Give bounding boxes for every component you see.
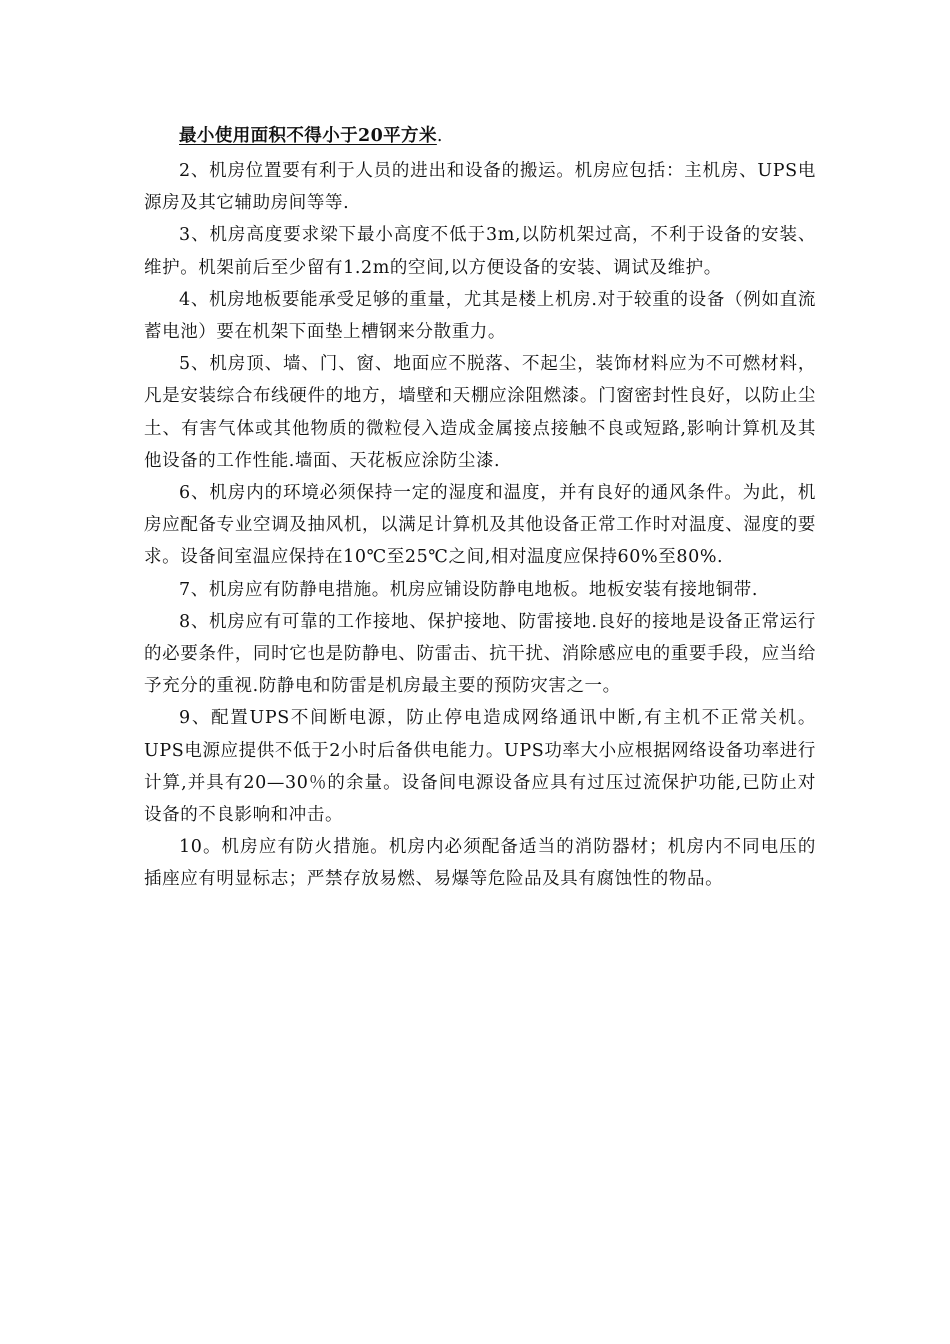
heading-underlined-text: 最小使用面积不得小于20平方米 [179, 126, 437, 146]
paragraph-6: 6、机房内的环境必须保持一定的湿度和温度，并有良好的通风条件。为此，机房应配备专业空调及抽风机，以满足计算机及其他设备正常工作时对温度、湿度的要求。设备间室温应保持在10℃至25℃之间,相对温度应保持60%至80%. [144, 483, 816, 568]
paragraph-4: 4、机房地板要能承受足够的重量，尤其是楼上机房.对于较重的设备（例如直流蓄电池）要在机架下面垫上槽钢来分散重力。 [144, 289, 816, 343]
paragraph-7: 7、机房应有防静电措施。机房应铺设防静电地板。地板安装有接地铜带. [179, 579, 758, 600]
document-body [144, 120, 816, 896]
section-heading [144, 120, 816, 152]
paragraph-2: 2、机房位置要有利于人员的进出和设备的搬运。机房应包括：主机房、UPS电源房及其它辅助房间等等. [144, 161, 816, 214]
paragraph-5: 5、机房顶、墙、门、窗、地面应不脱落、不起尘，装饰材料应为不可燃材料，凡是安装综合布线硬件的地方，墙壁和天棚应涂阻燃漆。门窗密封性良好，以防止尘土、有害气体或其他物质的微粒侵入造成金属接点接触不良或短路,影响计算机及其他设备的工作性能.墙面、天花板应涂防尘漆. [144, 354, 816, 471]
paragraph-8: 8、机房应有可靠的工作接地、保护接地、防雷接地.良好的接地是设备正常运行的必要条件，同时它也是防静电、防雷击、抗干扰、消除感应电的重要手段，应当给予充分的重视.防静电和防雷是机房最主要的预防灾害之一。 [144, 611, 816, 697]
paragraph-3: 3、机房高度要求梁下最小高度不低于3m,以防机架过高，不利于设备的安装、维护。机架前后至少留有1.2m的空间,以方便设备的安装、调试及维护。 [144, 225, 816, 278]
heading-tail: . [436, 126, 443, 146]
paragraph-10: 10。机房应有防火措施。机房内必须配备适当的消防器材；机房内不同电压的插座应有明显标志；严禁存放易燃、易爆等危险品及具有腐蚀性的物品。 [144, 837, 816, 890]
paragraph-9: 9、配置UPS不间断电源，防止停电造成网络通讯中断,有主机不正常关机。UPS电源应提供不低于2小时后备供电能力。UPS功率大小应根据网络设备功率进行计算,并具有20—30％的余量。设备间电源设备应具有过压过流保护功能,已防止对设备的不良影响和冲击。 [144, 708, 816, 826]
